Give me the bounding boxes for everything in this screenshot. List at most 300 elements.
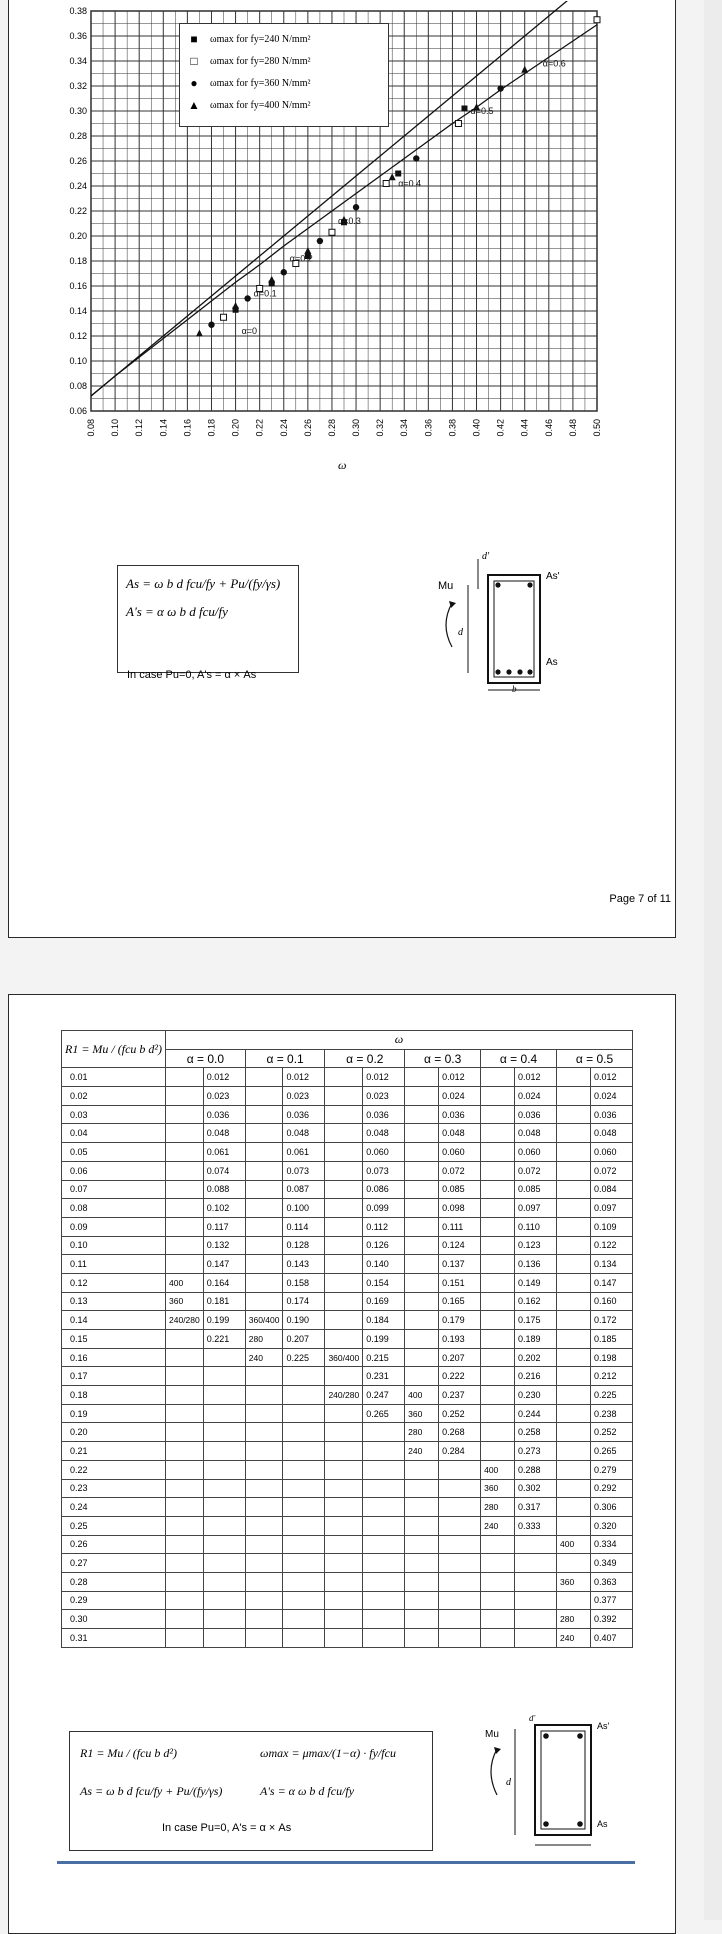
as-prime-formula: A's = α ω b d fcu/fy (260, 1784, 355, 1798)
legend-label: ωmax for fy=400 N/mm² (210, 99, 311, 111)
fy-cell (245, 1629, 283, 1648)
omega-cell: 0.012 (590, 1068, 632, 1087)
y-tick-label: 0.28 (69, 131, 87, 141)
case-note: In case Pu=0, A's = α × As (162, 1822, 292, 1834)
marker-fy280 (221, 314, 227, 320)
omega-cell (363, 1554, 405, 1573)
legend-label: ωmax for fy=240 N/mm² (210, 33, 311, 45)
fy-cell (557, 1516, 591, 1535)
omega-cell (203, 1479, 245, 1498)
omega-cell: 0.238 (590, 1404, 632, 1423)
x-tick-label: 0.50 (592, 419, 602, 437)
omega-cell: 0.149 (515, 1273, 557, 1292)
y-tick-label: 0.12 (69, 331, 87, 341)
fy-cell (405, 1236, 439, 1255)
fy-cell (166, 1124, 204, 1143)
omega-cell: 0.252 (590, 1423, 632, 1442)
omega-cell (283, 1591, 325, 1610)
omega-cell: 0.212 (590, 1367, 632, 1386)
r1-cell: 0.26 (62, 1535, 166, 1554)
fy-cell (557, 1386, 591, 1405)
b-label: b (512, 684, 517, 693)
table-row (62, 1348, 633, 1367)
fy-cell (405, 1292, 439, 1311)
omega-cell: 0.202 (515, 1348, 557, 1367)
omega-cell: 0.143 (283, 1255, 325, 1274)
omega-cell: 0.252 (439, 1404, 481, 1423)
omega-cell: 0.199 (363, 1330, 405, 1349)
fy-cell (245, 1442, 283, 1461)
fy-cell (405, 1516, 439, 1535)
fy-cell (245, 1404, 283, 1423)
fy-cell (557, 1068, 591, 1087)
mu-label: Mu (438, 580, 454, 592)
fy-cell (245, 1591, 283, 1610)
y-tick-label: 0.10 (69, 356, 87, 366)
fy-cell (166, 1629, 204, 1648)
table-row (62, 1442, 633, 1461)
table-row (62, 1423, 633, 1442)
as-prime-formula: A's = α ω b d fcu/fy (126, 604, 228, 619)
alpha-header: α = 0.4 (481, 1049, 557, 1068)
omega-cell: 0.160 (590, 1292, 632, 1311)
fy-cell (325, 1068, 363, 1087)
x-tick-label: 0.20 (230, 419, 241, 437)
fy-cell (166, 1105, 204, 1124)
omega-cell: 0.137 (439, 1255, 481, 1274)
table-row (62, 1217, 633, 1236)
omega-cell: 0.023 (363, 1087, 405, 1106)
fy-cell: 280 (481, 1498, 515, 1517)
omega-cell: 0.154 (363, 1273, 405, 1292)
r1-cell: 0.21 (62, 1442, 166, 1461)
omega-cell (439, 1610, 481, 1629)
r1-cell: 0.01 (62, 1068, 166, 1087)
omega-cell: 0.012 (439, 1068, 481, 1087)
fy-cell (245, 1498, 283, 1517)
fy-cell (557, 1124, 591, 1143)
omega-cell (363, 1629, 405, 1648)
section-outline (535, 1725, 591, 1835)
x-tick-label: 0.40 (471, 419, 482, 437)
omega-cell (363, 1479, 405, 1498)
omega-cell (283, 1386, 325, 1405)
omega-cell: 0.098 (439, 1199, 481, 1218)
omega-cell (515, 1535, 557, 1554)
x-tick-label: 0.36 (423, 419, 434, 437)
r1-cell: 0.28 (62, 1572, 166, 1591)
table-row (62, 1498, 633, 1517)
omega-cell: 0.216 (515, 1367, 557, 1386)
omega-cell (515, 1554, 557, 1573)
fy-cell (245, 1610, 283, 1629)
omega-cell (439, 1460, 481, 1479)
page-number: Page 7 of 11 (609, 893, 671, 905)
table-row (62, 1087, 633, 1106)
fy-cell (325, 1516, 363, 1535)
y-tick-label: 0.34 (69, 56, 87, 66)
fy-cell (557, 1311, 591, 1330)
fy-cell (405, 1124, 439, 1143)
section-outline (488, 575, 540, 683)
fy-cell (481, 1404, 515, 1423)
fy-cell (405, 1479, 439, 1498)
omega-cell (439, 1572, 481, 1591)
fy-cell (557, 1367, 591, 1386)
omega-cell: 0.123 (515, 1236, 557, 1255)
omega-cell: 0.265 (590, 1442, 632, 1461)
fy-cell (245, 1386, 283, 1405)
omega-cell: 0.036 (590, 1105, 632, 1124)
x-tick-label: 0.26 (302, 419, 313, 437)
top-bar-icon (577, 1733, 583, 1739)
omega-cell (515, 1629, 557, 1648)
fy-cell (557, 1404, 591, 1423)
omega-cell: 0.189 (515, 1330, 557, 1349)
omega-cell: 0.072 (515, 1161, 557, 1180)
table-row (62, 1572, 633, 1591)
omega-cell: 0.172 (590, 1311, 632, 1330)
fy-cell (325, 1554, 363, 1573)
omega-cell: 0.199 (203, 1311, 245, 1330)
viewer-scrollbar[interactable] (704, 0, 722, 1920)
omega-cell (363, 1442, 405, 1461)
omega-cell: 0.169 (363, 1292, 405, 1311)
y-tick-label: 0.06 (69, 406, 87, 416)
document-page-8 (8, 994, 676, 1934)
omega-cell (363, 1516, 405, 1535)
table-row (62, 1516, 633, 1535)
omega-cell: 0.087 (283, 1180, 325, 1199)
omega-cell: 0.085 (439, 1180, 481, 1199)
alpha-header: α = 0.5 (557, 1049, 633, 1068)
fy-cell (481, 1348, 515, 1367)
alpha-label: α=0.5 (470, 105, 494, 116)
r1-cell: 0.31 (62, 1629, 166, 1648)
fy-cell (325, 1124, 363, 1143)
fy-cell (325, 1572, 363, 1591)
omega-cell (203, 1442, 245, 1461)
fy-cell (481, 1610, 515, 1629)
marker-fy360 (208, 322, 214, 328)
omega-cell (203, 1404, 245, 1423)
fy-cell (245, 1217, 283, 1236)
stirrup-outline (494, 581, 534, 677)
fy-cell (481, 1330, 515, 1349)
fy-cell (245, 1479, 283, 1498)
fy-cell (325, 1255, 363, 1274)
omega-cell: 0.100 (283, 1199, 325, 1218)
fy-cell (166, 1330, 204, 1349)
fy-cell (557, 1143, 591, 1162)
r1-column-header: R1 = Mu / (fcu b d²) (62, 1031, 166, 1068)
omega-cell: 0.109 (590, 1217, 632, 1236)
fy-cell: 360/400 (245, 1311, 283, 1330)
fy-cell (405, 1367, 439, 1386)
omega-cell: 0.302 (515, 1479, 557, 1498)
omega-cell: 0.110 (515, 1217, 557, 1236)
fy-cell (557, 1348, 591, 1367)
fy-cell (325, 1143, 363, 1162)
omega-cell (203, 1386, 245, 1405)
fy-cell (166, 1199, 204, 1218)
fy-cell: 240/280 (325, 1386, 363, 1405)
x-tick-label: 0.14 (158, 419, 169, 437)
omega-cell: 0.023 (283, 1087, 325, 1106)
omega-cell (283, 1498, 325, 1517)
x-tick-label: 0.34 (399, 419, 410, 437)
r1-cell: 0.16 (62, 1348, 166, 1367)
omega-cell: 0.086 (363, 1180, 405, 1199)
omega-cell: 0.012 (283, 1068, 325, 1087)
mu-label: Mu (485, 1729, 499, 1740)
beam-section-diagram (434, 545, 584, 693)
omega-cell: 0.036 (439, 1105, 481, 1124)
omega-cell: 0.215 (363, 1348, 405, 1367)
omega-cell: 0.349 (590, 1554, 632, 1573)
r1-cell: 0.19 (62, 1404, 166, 1423)
omega-cell: 0.247 (363, 1386, 405, 1405)
fy-cell (325, 1199, 363, 1218)
legend-label: ωmax for fy=360 N/mm² (210, 77, 311, 89)
omega-cell: 0.074 (203, 1161, 245, 1180)
omega-cell: 0.292 (590, 1479, 632, 1498)
omega-cell: 0.279 (590, 1460, 632, 1479)
fy-cell (557, 1460, 591, 1479)
moment-arrow-icon (491, 1749, 497, 1795)
fy-cell (166, 1180, 204, 1199)
fy-cell (405, 1311, 439, 1330)
omega-cell (439, 1554, 481, 1573)
x-tick-label: 0.08 (86, 419, 96, 437)
fy-cell (166, 1255, 204, 1274)
omega-cell (363, 1591, 405, 1610)
omega-cell: 0.048 (515, 1124, 557, 1143)
omega-cell: 0.193 (439, 1330, 481, 1349)
open-square-icon: □ (190, 53, 198, 68)
fy-cell (481, 1217, 515, 1236)
document-page-7 (8, 0, 676, 938)
r1-cell: 0.20 (62, 1423, 166, 1442)
fy-cell (481, 1292, 515, 1311)
omega-cell: 0.306 (590, 1498, 632, 1517)
fy-cell (481, 1255, 515, 1274)
r1-cell: 0.12 (62, 1273, 166, 1292)
marker-fy240 (395, 171, 401, 177)
fy-cell: 400 (166, 1273, 204, 1292)
omega-cell (283, 1535, 325, 1554)
fy-cell (557, 1161, 591, 1180)
omega-max-formula: ωmax = μmax/(1−α) · fy/fcu (260, 1746, 396, 1760)
omega-cell: 0.265 (363, 1404, 405, 1423)
y-tick-label: 0.14 (69, 306, 87, 316)
omega-cell: 0.136 (515, 1255, 557, 1274)
stirrup-outline (541, 1731, 585, 1829)
omega-cell: 0.162 (515, 1292, 557, 1311)
alpha-header: α = 0.3 (405, 1049, 481, 1068)
fy-cell (557, 1180, 591, 1199)
fy-cell (405, 1535, 439, 1554)
y-tick-label: 0.30 (69, 106, 87, 116)
omega-cell: 0.048 (439, 1124, 481, 1143)
r1-cell: 0.10 (62, 1236, 166, 1255)
bottom-bar-icon (527, 669, 532, 674)
x-axis-label: ω (338, 458, 347, 472)
fy-cell: 240 (557, 1629, 591, 1648)
omega-cell (283, 1460, 325, 1479)
table-row (62, 1180, 633, 1199)
reinforcement-formula-box (117, 565, 299, 673)
fy-cell (166, 1516, 204, 1535)
fy-cell (405, 1348, 439, 1367)
x-tick-label: 0.10 (110, 419, 121, 437)
fy-cell (481, 1236, 515, 1255)
marker-fy280 (329, 229, 335, 235)
top-bar-icon (543, 1733, 549, 1739)
fy-cell (325, 1423, 363, 1442)
omega-cell: 0.237 (439, 1386, 481, 1405)
omega-cell: 0.060 (515, 1143, 557, 1162)
omega-cell (515, 1572, 557, 1591)
fy-cell (166, 1479, 204, 1498)
omega-cell: 0.284 (439, 1442, 481, 1461)
omega-cell: 0.036 (363, 1105, 405, 1124)
alpha-label: α=0.4 (398, 178, 422, 189)
omega-cell (203, 1460, 245, 1479)
omega-cell: 0.024 (515, 1087, 557, 1106)
omega-cell: 0.147 (203, 1255, 245, 1274)
fy-cell (325, 1311, 363, 1330)
table-row (62, 1068, 633, 1087)
omega-cell (363, 1610, 405, 1629)
fy-cell (245, 1105, 283, 1124)
fy-cell (325, 1161, 363, 1180)
fy-cell (557, 1554, 591, 1573)
omega-cell (203, 1516, 245, 1535)
omega-cell: 0.012 (363, 1068, 405, 1087)
as-formula: As = ω b d fcu/fy + Pu/(fy/γs) (126, 576, 281, 591)
omega-cell (363, 1535, 405, 1554)
omega-cell (203, 1367, 245, 1386)
fy-cell (405, 1460, 439, 1479)
fy-cell (166, 1572, 204, 1591)
fy-cell (166, 1143, 204, 1162)
omega-cell: 0.112 (363, 1217, 405, 1236)
omega-cell: 0.114 (283, 1217, 325, 1236)
marker-fy360 (281, 269, 287, 275)
r1-cell: 0.23 (62, 1479, 166, 1498)
fy-cell (325, 1217, 363, 1236)
omega-cell (363, 1498, 405, 1517)
omega-cell: 0.221 (203, 1330, 245, 1349)
y-tick-label: 0.36 (69, 31, 87, 41)
omega-cell: 0.207 (439, 1348, 481, 1367)
fy-cell (481, 1143, 515, 1162)
top-bar-icon (527, 582, 532, 587)
r1-cell: 0.04 (62, 1124, 166, 1143)
fy-cell (245, 1199, 283, 1218)
alpha-label: α=0.2 (289, 253, 313, 264)
omega-cell (203, 1498, 245, 1517)
omega-cell (283, 1610, 325, 1629)
fy-cell (481, 1199, 515, 1218)
table-row (62, 1124, 633, 1143)
fy-cell (245, 1161, 283, 1180)
bottom-bar-icon (495, 669, 500, 674)
fy-cell (481, 1124, 515, 1143)
table-row (62, 1629, 633, 1648)
table-header-row (62, 1031, 633, 1050)
marker-fy360 (497, 85, 503, 91)
omega-cell: 0.060 (590, 1143, 632, 1162)
fy-cell (325, 1105, 363, 1124)
omega-cell: 0.060 (439, 1143, 481, 1162)
omega-cell: 0.132 (203, 1236, 245, 1255)
table-row (62, 1199, 633, 1218)
omega-cell (203, 1554, 245, 1573)
fy-cell (405, 1180, 439, 1199)
fy-cell: 240 (245, 1348, 283, 1367)
fy-cell (481, 1442, 515, 1461)
omega-cell: 0.164 (203, 1273, 245, 1292)
fy-cell: 280 (405, 1423, 439, 1442)
alpha-header: α = 0.2 (325, 1049, 405, 1068)
fy-cell (557, 1423, 591, 1442)
fy-cell (481, 1273, 515, 1292)
fy-cell (166, 1236, 204, 1255)
d-label: d (458, 627, 463, 638)
omega-cell (203, 1629, 245, 1648)
fy-cell: 280 (245, 1330, 283, 1349)
omega-cell: 0.377 (590, 1591, 632, 1610)
legend-item (188, 28, 380, 50)
fy-cell (245, 1255, 283, 1274)
marker-fy360 (413, 155, 419, 161)
fy-cell: 360 (166, 1292, 204, 1311)
table-row (62, 1554, 633, 1573)
fy-cell (481, 1105, 515, 1124)
fy-cell (405, 1087, 439, 1106)
fy-cell (557, 1479, 591, 1498)
omega-cell: 0.258 (515, 1423, 557, 1442)
fy-cell (325, 1629, 363, 1648)
y-tick-label: 0.18 (69, 256, 87, 266)
fy-cell (166, 1442, 204, 1461)
fy-cell (245, 1236, 283, 1255)
fy-cell (481, 1311, 515, 1330)
omega-cell (203, 1535, 245, 1554)
omega-cell: 0.048 (590, 1124, 632, 1143)
omega-cell: 0.198 (590, 1348, 632, 1367)
r1-cell: 0.13 (62, 1292, 166, 1311)
omega-cell: 0.126 (363, 1236, 405, 1255)
legend-item (188, 94, 380, 116)
omega-cell (283, 1554, 325, 1573)
omega-column-header: ω (166, 1031, 633, 1050)
omega-cell: 0.060 (363, 1143, 405, 1162)
omega-cell (439, 1498, 481, 1517)
d-prime-label: d' (529, 1715, 536, 1723)
x-tick-label: 0.30 (351, 419, 362, 437)
fy-cell (481, 1591, 515, 1610)
r1-cell: 0.03 (62, 1105, 166, 1124)
filled-triangle-icon: ▲ (188, 97, 200, 112)
omega-cell (203, 1572, 245, 1591)
fy-cell (405, 1255, 439, 1274)
fy-cell (245, 1572, 283, 1591)
omega-cell: 0.268 (439, 1423, 481, 1442)
omega-cell: 0.134 (590, 1255, 632, 1274)
